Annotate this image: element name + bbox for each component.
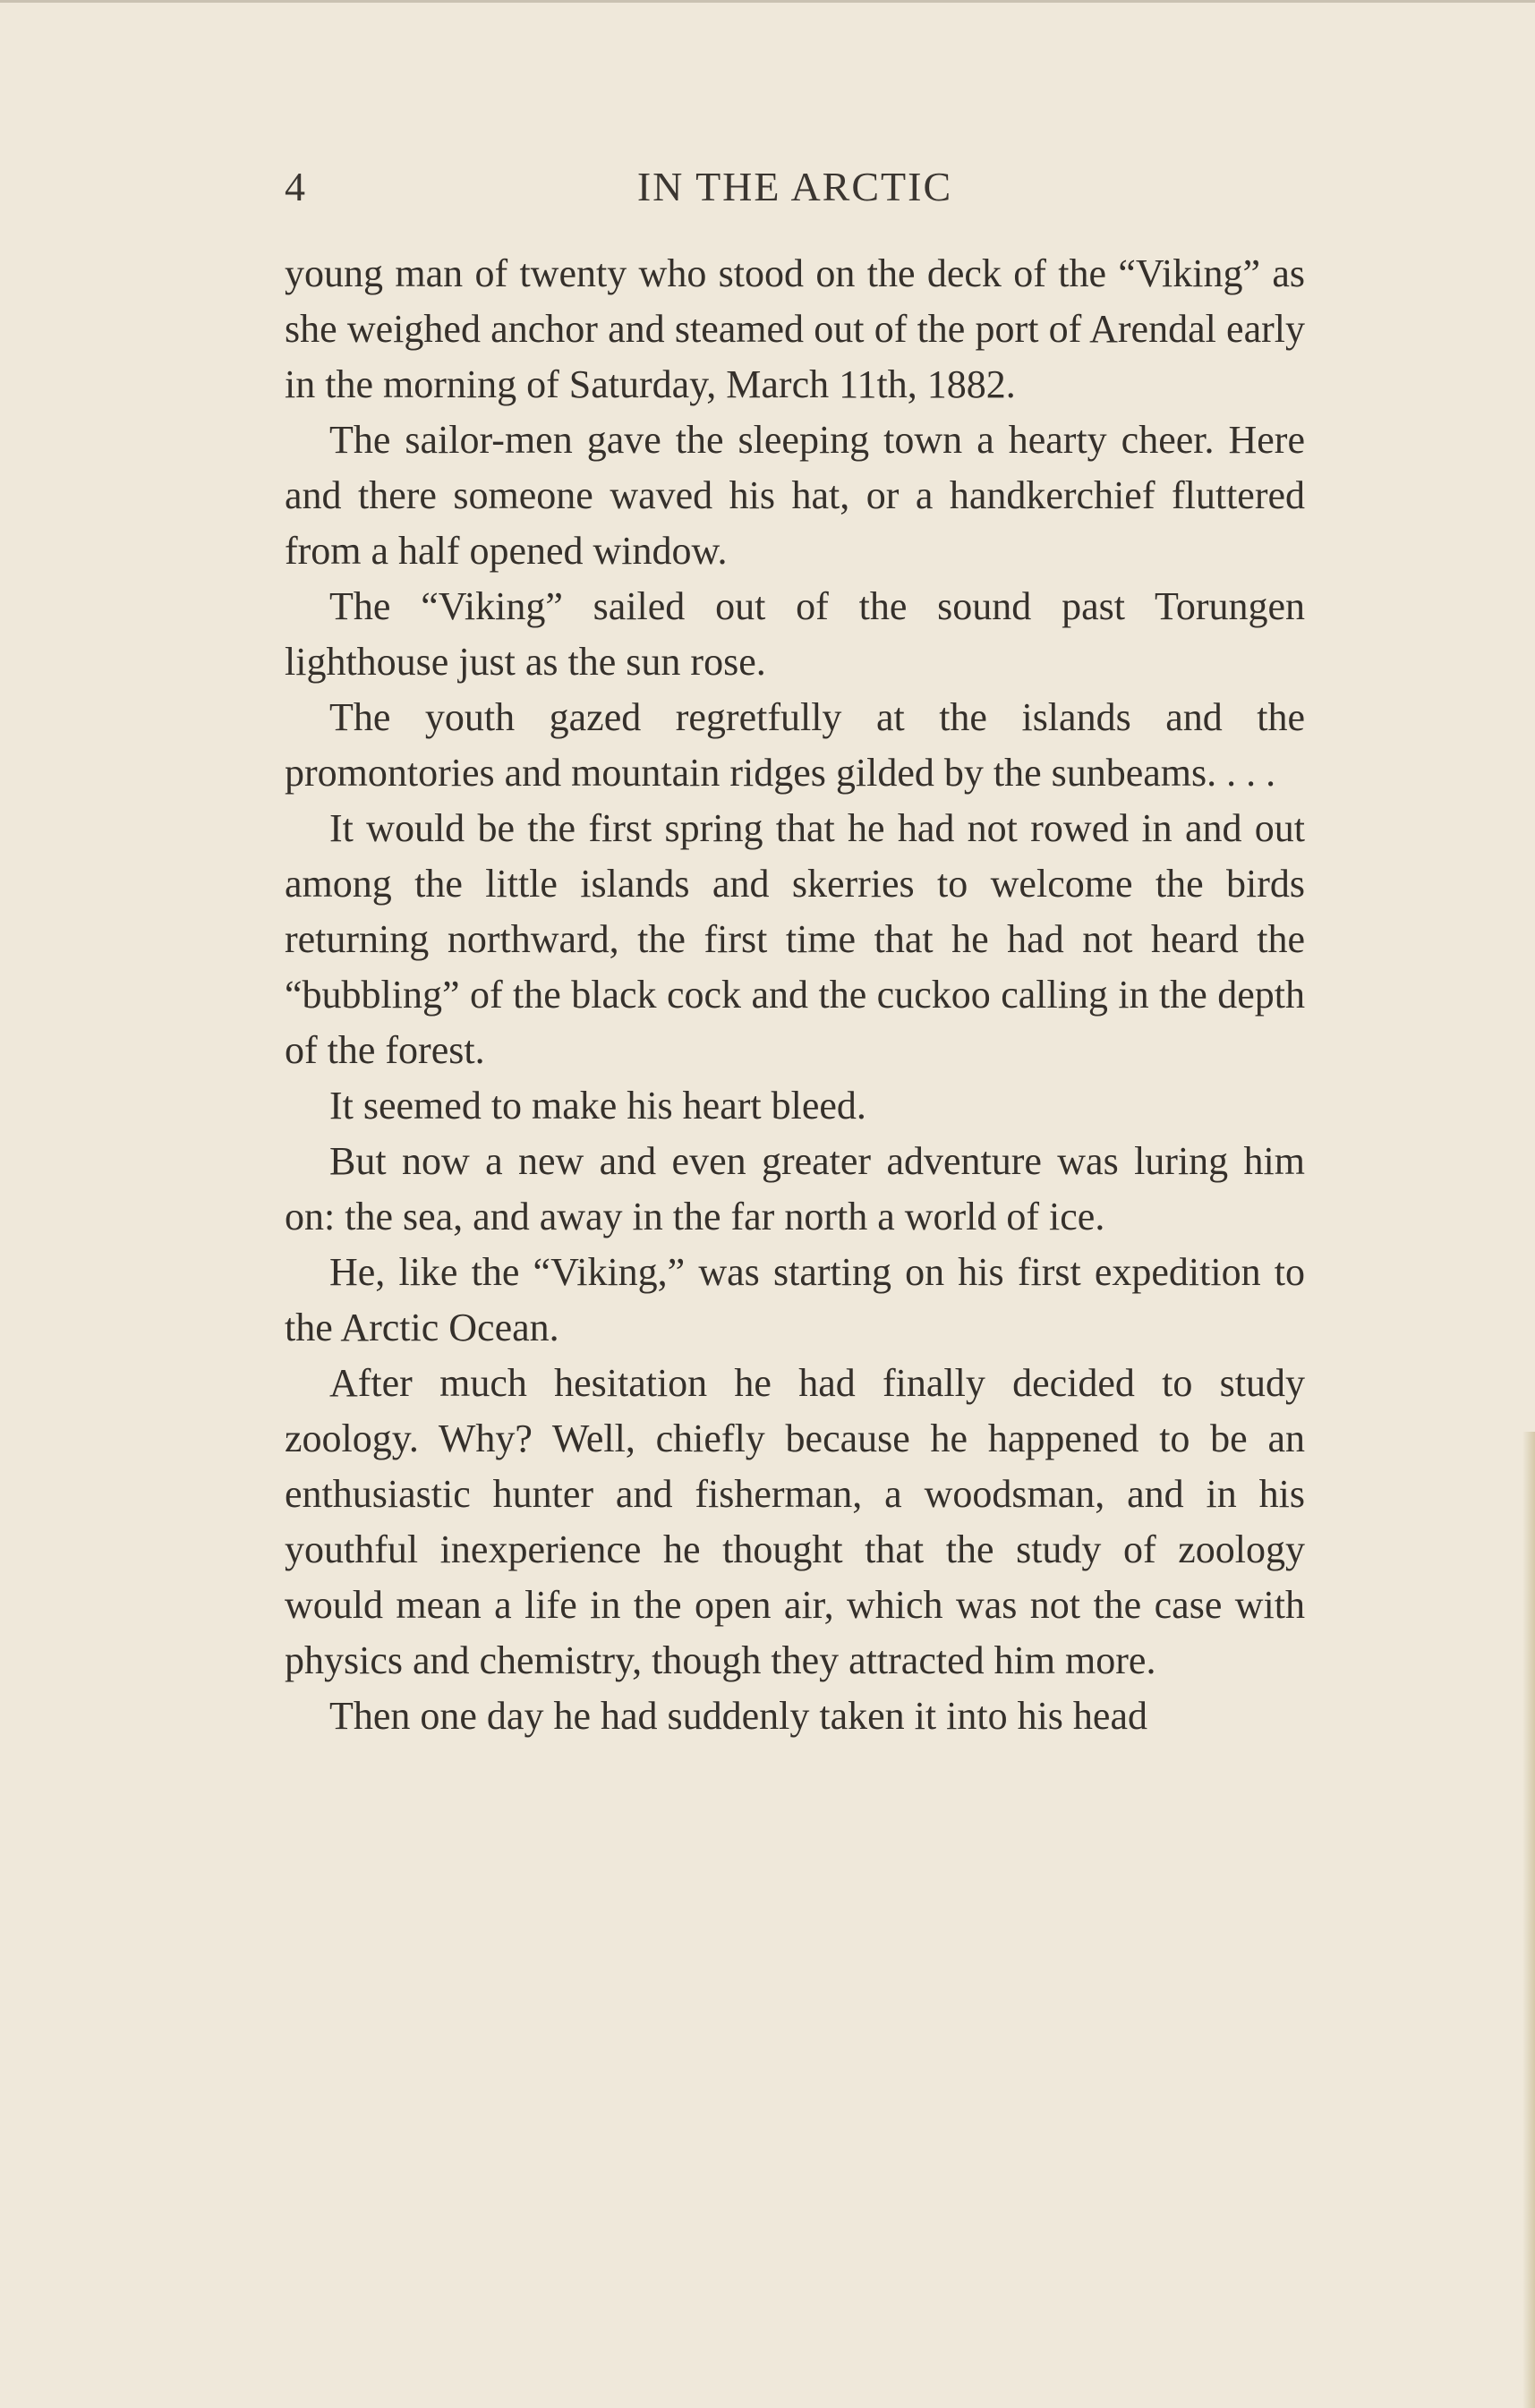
paragraph: The sailor-men gave the sleeping town a hearty cheer. Here and there someone waved his hat, or a handkerchief fluttered from a half opened window.: [285, 418, 1305, 573]
page-number: 4: [285, 164, 305, 209]
paragraph: It seemed to make his heart bleed.: [329, 1084, 866, 1127]
paragraph: The “Viking” sailed out of the sound past Torungen lighthouse just as the sun rose.: [285, 584, 1305, 684]
paragraph-final-line: Then one day he had suddenly taken it into his head: [329, 1694, 1147, 1738]
body-text: [285, 246, 1305, 1744]
paragraph: But now a new and even greater adventure was luring him on: the sea, and away in the far north a world of ice.: [285, 1139, 1305, 1238]
paragraph: The youth gazed regretfully at the islands and the promontories and mountain ridges gilded by the sunbeams. . . .: [285, 695, 1305, 795]
paragraph: After much hesitation he had finally decided to study zoology. Why? Well, chiefly because he happened to be an enthusiastic hunter and fisherman, a woodsman, and in his youthful inexperience he thought that the study of zoology would mean a life in the open air, which was not the case with physics and chemistry, though they attracted him more.: [285, 1361, 1305, 1682]
page-top-edge: [0, 0, 1535, 3]
page-right-edge-shadow: [1522, 1432, 1535, 2408]
paragraph: It would be the first spring that he had not rowed in and out among the little islands and skerries to welcome the birds returning northward, the first time that he had not heard the “bubbling” of the black cock and the cuckoo calling in the depth of the forest.: [285, 806, 1305, 1072]
paragraph-continued: young man of twenty who stood on the deck of the “Viking” as she weighed anchor and steamed out of the port of Arendal early in the morning of Saturday, March 11th, 1882.: [285, 251, 1305, 406]
running-head: [285, 163, 1305, 217]
paragraph: He, like the “Viking,” was starting on his first expedition to the Arctic Ocean.: [285, 1250, 1305, 1349]
running-head-title: IN THE ARCTIC: [636, 164, 953, 209]
